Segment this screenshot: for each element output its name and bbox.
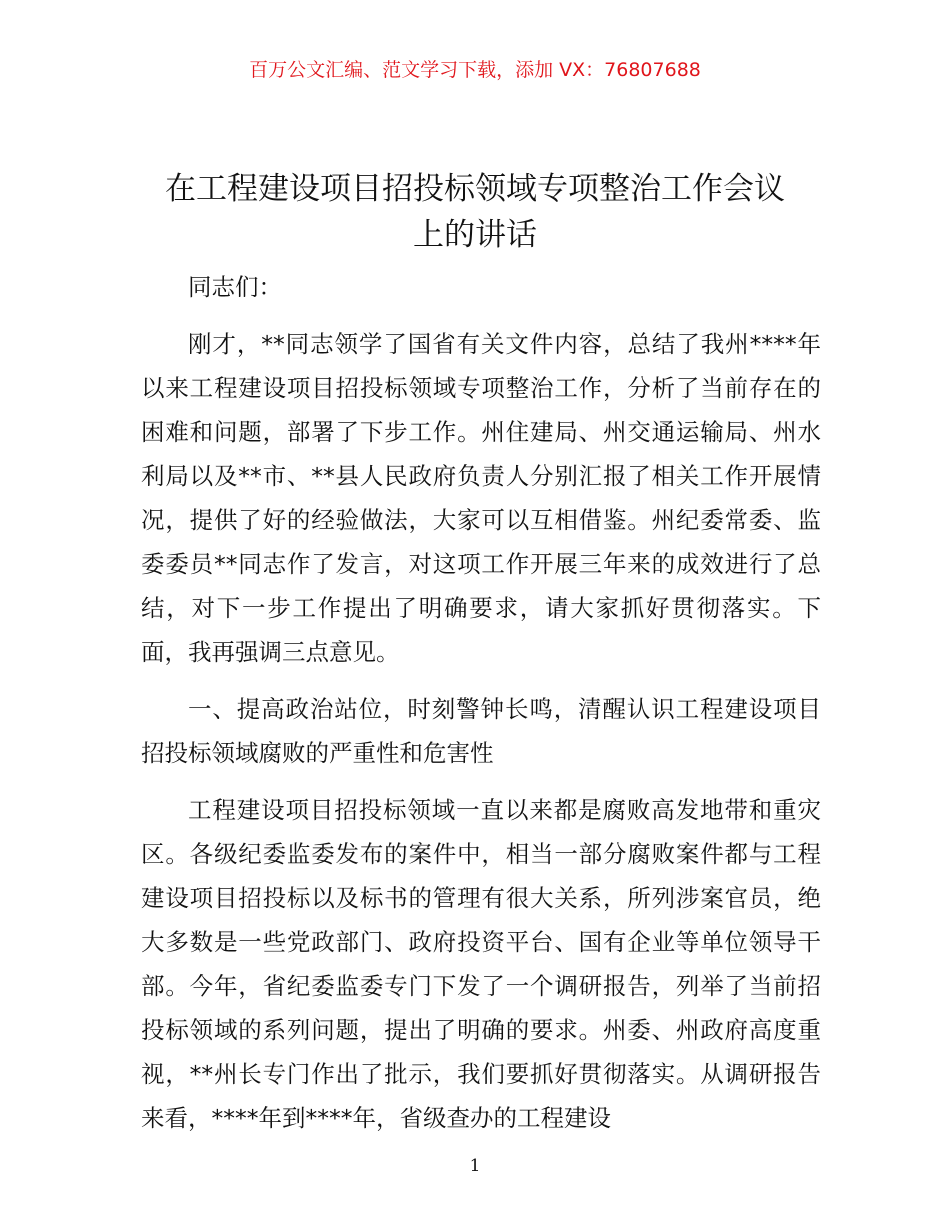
section-heading-1: 一、提高政治站位，时刻警钟长鸣，清醒认识工程建设项目招投标领域腐败的严重性和危害性 [141, 695, 821, 767]
title-line-1: 在工程建设项目招投标领域专项整治工作会议 [165, 171, 785, 207]
document-title [60, 166, 890, 258]
paragraph-intro: 刚才，**同志领学了国省有关文件内容，总结了我州****年以来工程建设项目招投标领域专项整治工作，分析了当前存在的困难和问题，部署了下步工作。州住建局、州交通运输局、州水利局以及**市、**县人民政府负责人分别汇报了相关工作开展情况，提供了好的经验做法，大家可以互相借鉴。州纪委常委、监委委员**同志作了发言，对这项工作开展三年来的成效进行了总结，对下一步工作提出了明确要求，请大家抓好贯彻落实。下面，我再强调三点意见。 [141, 330, 821, 666]
salutation: 同志们： [188, 273, 282, 301]
paragraph-section-1: 工程建设项目招投标领域一直以来都是腐败高发地带和重灾区。各级纪委监委发布的案件中，相当一部分腐败案件都与工程建设项目招投标以及标书的管理有很大关系，所列涉案官员，绝大多数是一些党政部门、政府投资平台、国有企业等单位领导干部。今年，省纪委监委专门下发了一个调研报告，列举了当前招投标领域的系列问题，提出了明确的要求。州委、州政府高度重视，**州长专门作出了批示，我们要抓好贯彻落实。从调研报告来看，****年到****年，省级查办的工程建设 [141, 796, 821, 1132]
title-line-2: 上的讲话 [413, 217, 537, 253]
page-number: 1 [469, 1156, 481, 1176]
document-body [141, 265, 821, 1140]
header-watermark-text: 百万公文汇编、范文学习下载，添加 VX：76807688 [249, 59, 701, 81]
